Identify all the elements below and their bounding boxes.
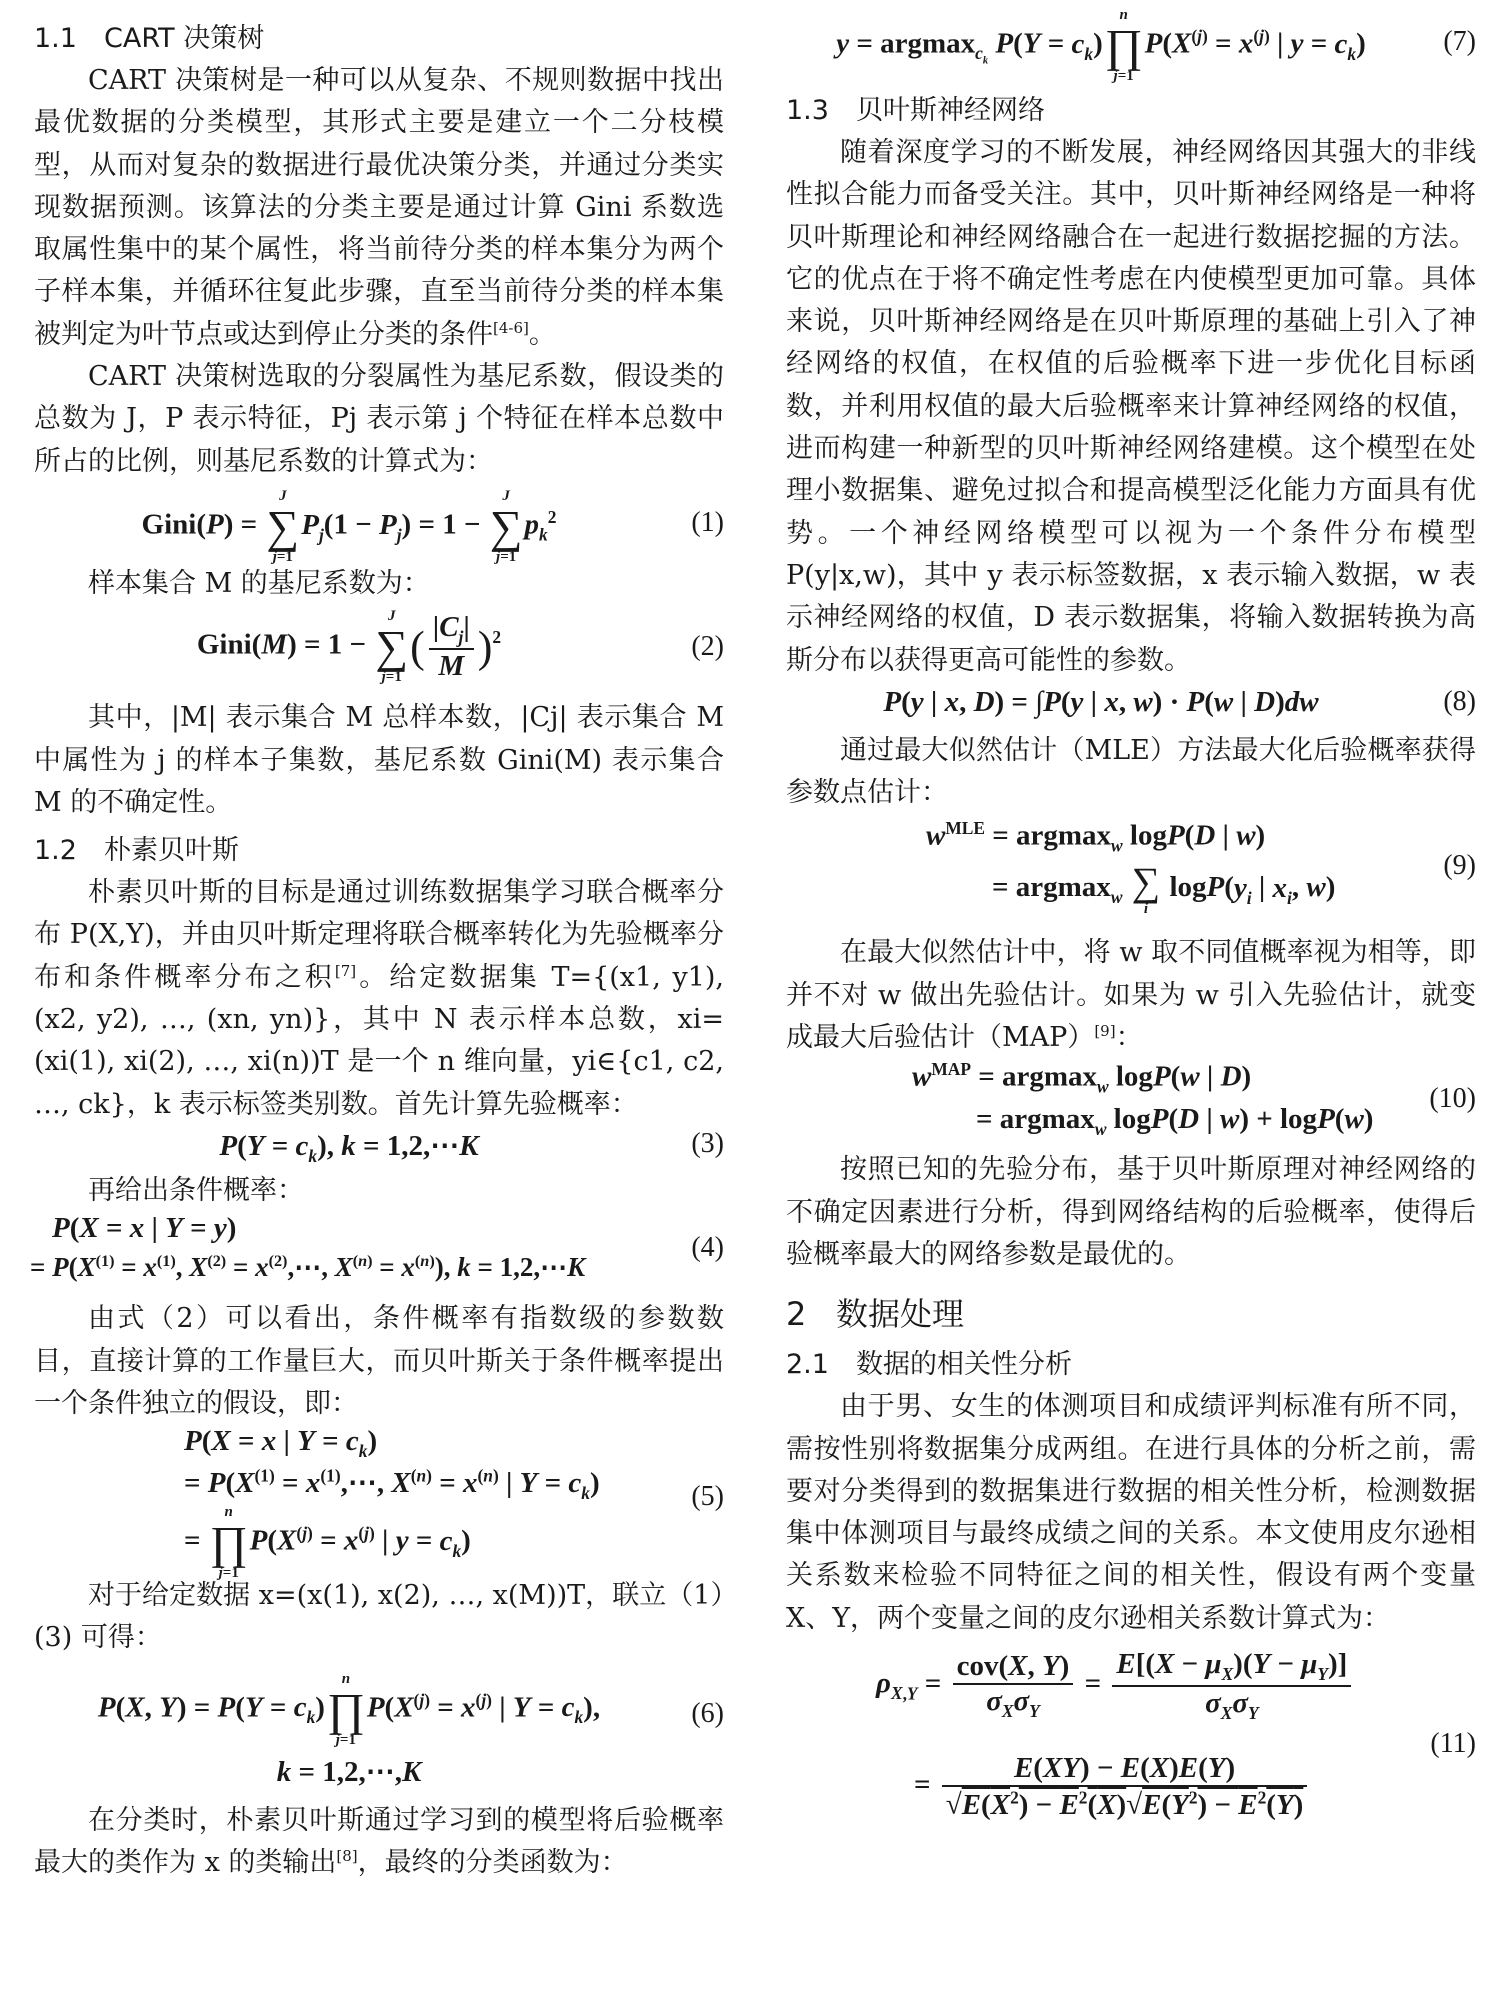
paragraph-posterior: 按照已知的先验分布，基于贝叶斯原理对神经网络的不确定因素进行分析，得到网络结构的后验概率，使得后验概率最大的网络参数是最优的。 (786, 1154, 1476, 1270)
paragraph-cart-intro (34, 60, 724, 356)
section-number: 2 (786, 1295, 807, 1334)
equation-4: P(X = x | Y = y) = $P(X^{(1)} = x^{(1)}$, $X^{(2)}$ = $x^{(2)},\cdots$, $X^{(n)} = x^{(n)}$), k = 1,2,⋯K (4) (30, 1212, 724, 1283)
section-title: CART 决策树 (104, 23, 265, 54)
section-heading-2-1 (786, 1344, 1476, 1386)
paragraph-text: ，最终的分类函数为： (357, 1847, 628, 1879)
equation-2: Gini(M) = 1 − J ∑ j=1 ( $\frac{|C_j|}{M}$ )$^2$ (2) (196, 608, 724, 686)
right-column (786, 0, 1476, 1848)
equation-number: (2) (691, 631, 724, 663)
paragraph-independence: 由式（2）可以看出，条件概率有指数级的参数数目，直接计算的工作量巨大，而贝叶斯关于条件概率提出一个条件独立的假设，即： (34, 1303, 724, 1419)
section-number: 1.2 (34, 835, 77, 867)
left-column (30, 0, 725, 1884)
paragraph-text: 。给定数据集 T={(x1, y1), (x2, y2), …, (xn, yn)}，其中 N 表示样本总数，xi=(xi(1), xi(2), …, xi(n))T 是一个 n 维向量，yi∈{c1, c2, …, ck}，k 表示标签类别数。首先计算先验概率： (34, 961, 725, 1120)
section-number: 2.1 (786, 1349, 829, 1381)
paragraph-naive-bayes (34, 872, 724, 1126)
section-heading-1-1 (34, 18, 724, 60)
equation-5: P(X = x | $Y = c_k$) = $P(X^{(1)}$ = $x^{(1)},\cdots$, $X^{(n)} = x^{(n)}$ | $Y = c_k$) = n ∏ j=1 $P(X^{(j)} = x^{(j)}$ | $y = c_k$) (5) (184, 1425, 724, 1582)
paragraph-text: 朴素贝叶斯的目标是通过训练数据集学习联合概率分布 P(X,Y)，并由贝叶斯定理将联合概率转化为先验概率分布和条件概率分布之积 (34, 877, 724, 993)
equation-3: $P(Y = c_k)$, k = 1,2,⋯K (3) (219, 1127, 724, 1166)
paragraph-mle: 通过最大似然估计（MLE）方法最大化后验概率获得参数点估计： (786, 734, 1476, 809)
section-number: 1.3 (786, 95, 829, 126)
equation-number: (9) (1443, 850, 1476, 882)
section-title: 数据的相关性分析 (856, 1349, 1072, 1381)
paragraph-map (786, 932, 1476, 1059)
paragraph-gini-explain: 其中，|M| 表示集合 M 总样本数，|Cj| 表示集合 M 中属性为 j 的样本子集数，基尼系数 Gini(M) 表示集合 M 的不确定性。 (34, 702, 724, 818)
paragraph-bnn: 随着深度学习的不断发展，神经网络因其强大的非线性拟合能力而备受关注。其中，贝叶斯神经网络是一种将贝叶斯理论和神经网络融合在一起进行数据挖掘的方法。它的优点在于将不确定性考虑在内使模型更加可靠。具体来说，贝叶斯神经网络是在贝叶斯原理的基础上引入了神经网络的权值，在权值的后验概率下进一步优化目标函数，并利用权值的最大后验概率来计算神经网络的权值，进而构建一种新型的贝叶斯神经网络建模。这个模型在处理小数据集、避免过拟合和提高模型泛化能力方面具有优势。一个神经网络模型可以视为一个条件分布模型 P(y|x,w)，其中 y 表示标签数据，x 表示输入数据，w 表示神经网络的权值，D 表示数据集，将输入数据转换为高斯分布以获得更高可能性的参数。 (786, 137, 1476, 676)
equation-number: (8) (1443, 685, 1476, 717)
paragraph-gini-def: CART 决策树选取的分裂属性为基尼系数，假设类的总数为 J，P 表示特征，Pj 表示第 j 个特征在样本总数中所占的比例，则基尼系数的计算式为： (34, 361, 724, 477)
equation-11: $\rho_{X,Y}$ = $\frac{\text{cov(X, Y)}}{\sigma_X\sigma_Y}$ = $\frac{E[(X - \mu_X)(Y - \mu_Y)]}{\sigma_X\sigma_Y}$ = $\frac{E(XY) - E(X)E(Y)}{√E(X^2) - E^2(X)√E(Y^2) - E^2(Y)}$ (11) (876, 1648, 1476, 1821)
equation-number: (7) (1443, 26, 1476, 57)
equation-number: (5) (691, 1481, 724, 1513)
paragraph-correlation: 由于男、女生的体测项目和成绩评判标准有所不同，需按性别将数据集分成两组。在进行具体的分析之前，需要对分类得到的数据集进行数据的相关性分析，检测数据集中体测项目与最终成绩之间的关系。本文使用皮尔逊相关系数来检验不同特征之间的相关性，假设有两个变量 X、Y，两个变量之间的皮尔逊相关系数计算式为： (786, 1391, 1476, 1634)
section-heading-2 (786, 1292, 1476, 1336)
paragraph-sample-gini: 样本集合 M 的基尼系数为： (88, 567, 430, 599)
citation: [7] (334, 961, 357, 980)
equation-6: P(X, $Y) = P(Y = c_k)$ n ∏ j=1 $P(X^{(j)} = x^{(j)}$ | $Y = c_k$), k = 1,2,⋯,K (6) (97, 1670, 724, 1788)
paragraph-text: ： (1115, 1022, 1143, 1054)
citation: [4-6] (493, 318, 529, 337)
paragraph-text: CART 决策树是一种可以从复杂、不规则数据中找出最优数据的分类模型，其形式主要是建立一个二分枝模型，从而对复杂的数据进行最优决策分类，并通过分类实现数据预测。该算法的分类主要是通过计算 Gini 系数选取属性集中的某个属性，将当前待分类的样本集分为两个子样本集，并循环往复此步骤，直至当前待分类的样本集被判定为叶节点或达到停止分类的条件 (34, 65, 724, 350)
equation-number: (3) (691, 1127, 724, 1159)
paragraph-joint: 对于给定数据 x=(x(1), x(2), …, x(M))T，联立（1）(3) 可得： (34, 1580, 724, 1654)
equation-1: Gini(P) = J ∑ j=1 $P_j(1 - P_j) = 1$ − J ∑ j=1 $p_k^2$ (1) (141, 487, 724, 565)
equation-7: y = argmax$_{c_k}$ $P(Y = c_k)$ n ∏ j=1 $P(X^{(j)} = x^{(j)}$ | $y = c_k$) (7) (836, 7, 1476, 84)
citation: [8] (336, 1847, 358, 1866)
equation-number: (4) (691, 1232, 724, 1264)
section-number: 1.1 (34, 23, 77, 54)
paragraph-conditional: 再给出条件概率： (88, 1174, 304, 1206)
equation-number: (6) (691, 1697, 724, 1729)
equation-number: (11) (1430, 1728, 1476, 1760)
equation-number: (1) (691, 506, 724, 538)
equation-number: (10) (1429, 1083, 1476, 1115)
equation-10: $w^{MAP} = argmax_w$ logP(w | D) = argmax$_w$ logP(D | w) + logP(w) (10) (912, 1059, 1476, 1140)
equation-9: $w^{MLE} = argmax_w$ logP(D | w) = argmax$_w$ ∑ i $\log P(y_i$ | $x_i$, w) (9) (926, 818, 1476, 918)
paragraph-text: 在最大似然估计中，将 w 取不同值概率视为相等，即并不对 w 做出先验估计。如果为 w 引入先验估计，就变成最大后验估计（MAP） (786, 937, 1476, 1054)
section-title: 贝叶斯神经网络 (856, 95, 1045, 126)
equation-8: P(y | x, D) = ∫P(y | x, w) · P(w | D)dw (8) (883, 685, 1476, 718)
paragraph-text: 。 (528, 318, 556, 350)
paragraph-classification (34, 1800, 724, 1885)
section-heading-1-3 (786, 90, 1476, 132)
citation: [9] (1094, 1022, 1116, 1041)
section-title: 朴素贝叶斯 (104, 835, 239, 867)
section-heading-1-2 (34, 830, 724, 872)
section-title: 数据处理 (836, 1295, 965, 1334)
paragraph-text: 在分类时，朴素贝叶斯通过学习到的模型将后验概率最大的类作为 x 的类输出 (34, 1804, 724, 1879)
